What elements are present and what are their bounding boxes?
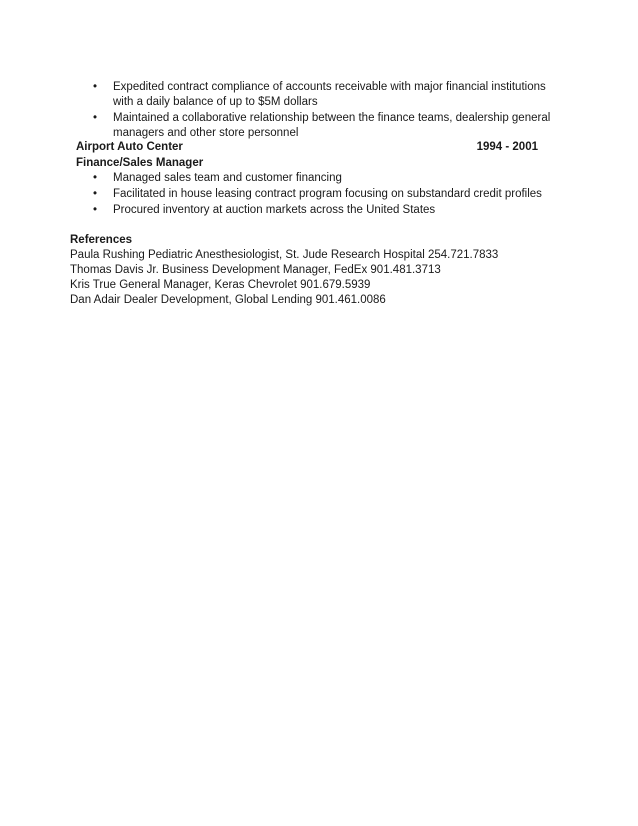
bullet-glyph: • [93, 204, 98, 216]
reference-entry: Kris True General Manager, Keras Chevrolet 901.679.5939 [70, 279, 371, 291]
reference-entry: Paula Rushing Pediatric Anesthesiologist, St. Jude Research Hospital 254.721.7833 [70, 249, 499, 261]
company-name: Airport Auto Center [76, 141, 183, 153]
reference-entry: Thomas Davis Jr. Business Development Manager, FedEx 901.481.3713 [70, 264, 441, 276]
bullet-text: Procured inventory at auction markets across the United States [113, 204, 436, 216]
job-title: Finance/Sales Manager [76, 157, 204, 169]
bullet-glyph: • [93, 188, 98, 200]
list-item [93, 80, 563, 110]
bullet-text: Maintained a collaborative relationship between the finance teams, dealership general managers and other store personnel [113, 112, 551, 139]
previous-job-bullet-list [93, 80, 563, 142]
references-section [70, 233, 498, 308]
bullet-glyph: • [93, 172, 98, 184]
bullet-text: Expedited contract compliance of accounts receivable with major financial institutions with a daily balance of up to $5M dollars [113, 81, 546, 108]
list-item [93, 187, 563, 202]
list-item [93, 171, 563, 186]
list-item [93, 111, 563, 141]
references-heading: References [70, 234, 133, 246]
bullet-text: Facilitated in house leasing contract program focusing on substandard credit profiles [113, 188, 542, 200]
bullet-glyph: • [93, 81, 98, 93]
list-item [93, 203, 563, 218]
bullet-glyph: • [93, 112, 98, 124]
job-bullet-list [93, 171, 563, 219]
bullet-text: Managed sales team and customer financing [113, 172, 342, 184]
reference-entry: Dan Adair Dealer Development, Global Lending 901.461.0086 [70, 294, 386, 306]
employment-dates: 1994 - 2001 [476, 141, 538, 153]
